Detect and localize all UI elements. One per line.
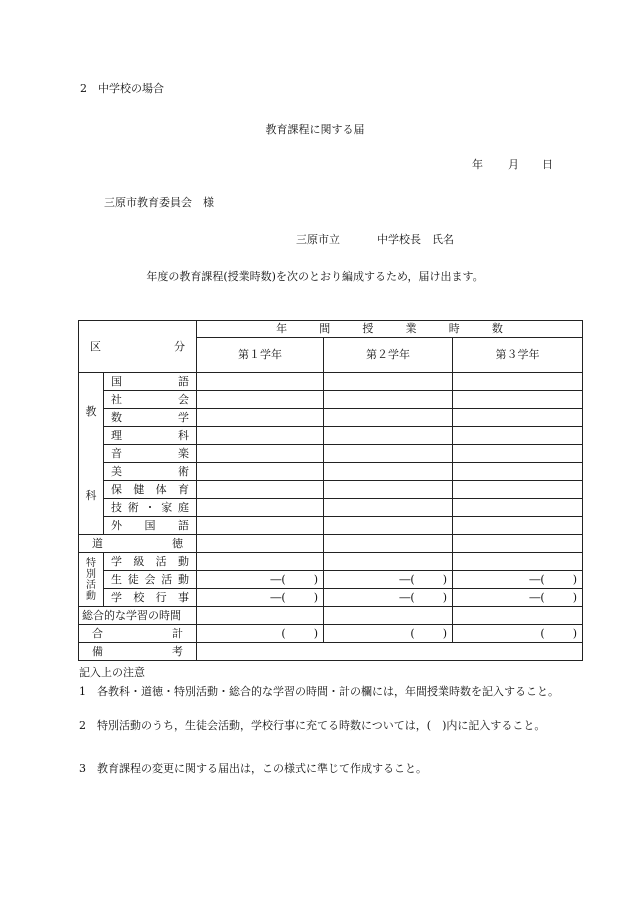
remarks-cell[interactable] <box>197 643 583 661</box>
cell <box>324 373 453 391</box>
cell <box>453 409 583 427</box>
subject-health-pe: 保 健 体 育 <box>104 481 197 499</box>
cell <box>453 445 583 463</box>
cell <box>453 481 583 499</box>
section-heading: 2 中学校の場合 <box>80 82 164 95</box>
cell <box>197 535 324 553</box>
cell <box>324 535 453 553</box>
grade-1-header: 第１学年 <box>197 338 324 373</box>
cell <box>453 499 583 517</box>
paren-cell[interactable]: ―( ) <box>324 589 453 607</box>
note-item: 2 特別活動のうち，生徒会活動，学校行事に充てる時数については，( )内に記入すること。 <box>79 719 546 732</box>
grade-2-header: 第２学年 <box>324 338 453 373</box>
cell <box>324 607 453 625</box>
tokkatsu-label: 特 別 活 動 <box>79 553 104 607</box>
subject-tech-home: 技 術 ・ 家 庭 <box>104 499 197 517</box>
paren-cell[interactable]: ―( ) <box>197 589 324 607</box>
cell <box>197 463 324 481</box>
cell <box>324 517 453 535</box>
date-month: 月 <box>508 158 519 171</box>
total-label: 合 計 <box>79 625 197 643</box>
subject-japanese: 国 語 <box>104 373 197 391</box>
paren-cell[interactable]: ―( ) <box>453 571 583 589</box>
cell <box>324 481 453 499</box>
cell <box>453 373 583 391</box>
addressee: 三原市教育委員会 様 <box>104 196 214 209</box>
subject-math: 数 学 <box>104 409 197 427</box>
cell <box>197 481 324 499</box>
remarks-label: 備 考 <box>79 643 197 661</box>
subject-social: 社 会 <box>104 391 197 409</box>
curriculum-hours-table <box>78 320 583 661</box>
date-year: 年 <box>472 158 483 171</box>
cell <box>324 445 453 463</box>
cell <box>324 463 453 481</box>
school-events: 学 校 行 事 <box>104 589 197 607</box>
school-city: 三原市立 <box>296 233 340 246</box>
cell <box>324 553 453 571</box>
cell <box>197 553 324 571</box>
grade-3-header: 第３学年 <box>453 338 583 373</box>
cell <box>324 409 453 427</box>
moral-education: 道 徳 <box>79 535 197 553</box>
cell <box>197 607 324 625</box>
principal-name-label: 中学校長 氏名 <box>377 233 454 246</box>
note-item: 1 各教科・道徳・特別活動・総合的な学習の時間・計の欄には，年間授業時数を記入すること。 <box>79 685 559 698</box>
paren-cell[interactable]: ―( ) <box>197 571 324 589</box>
notes-title: 記入上の注意 <box>79 666 145 679</box>
document-title: 教育課程に関する届 <box>265 123 365 136</box>
student-council: 生 徒 会 活 動 <box>104 571 197 589</box>
cell <box>197 409 324 427</box>
paren-cell[interactable]: ―( ) <box>324 571 453 589</box>
paren-cell[interactable]: ―( ) <box>453 589 583 607</box>
cell <box>197 391 324 409</box>
cell <box>453 607 583 625</box>
total-cell[interactable]: ( ) <box>453 625 583 643</box>
cell <box>453 391 583 409</box>
cell <box>453 427 583 445</box>
subject-music: 音 楽 <box>104 445 197 463</box>
subject-foreign-language: 外 国 語 <box>104 517 197 535</box>
intro-statement: 年度の教育課程(授業時数)を次のとおり編成するため，届け出ます。 <box>146 270 484 283</box>
subject-science: 理 科 <box>104 427 197 445</box>
kyoka-label: 教 科 <box>79 373 104 535</box>
cell <box>197 373 324 391</box>
cell <box>324 499 453 517</box>
cell <box>453 553 583 571</box>
cell <box>324 391 453 409</box>
cell <box>453 463 583 481</box>
cell <box>197 445 324 463</box>
cell <box>197 517 324 535</box>
total-cell[interactable]: ( ) <box>324 625 453 643</box>
note-item: 3 教育課程の変更に関する届出は，この様式に準じて作成すること。 <box>79 762 427 775</box>
cell <box>197 499 324 517</box>
total-cell[interactable]: ( ) <box>197 625 324 643</box>
integrated-study: 総合的な学習の時間 <box>79 607 197 625</box>
cell <box>324 427 453 445</box>
annual-hours-header: 年 間 授 業 時 数 <box>197 321 583 338</box>
kubun-header: 区 分 <box>79 321 197 373</box>
cell <box>453 517 583 535</box>
cell <box>197 427 324 445</box>
cell <box>453 535 583 553</box>
subject-art: 美 術 <box>104 463 197 481</box>
class-activities: 学 級 活 動 <box>104 553 197 571</box>
date-day: 日 <box>542 158 553 171</box>
